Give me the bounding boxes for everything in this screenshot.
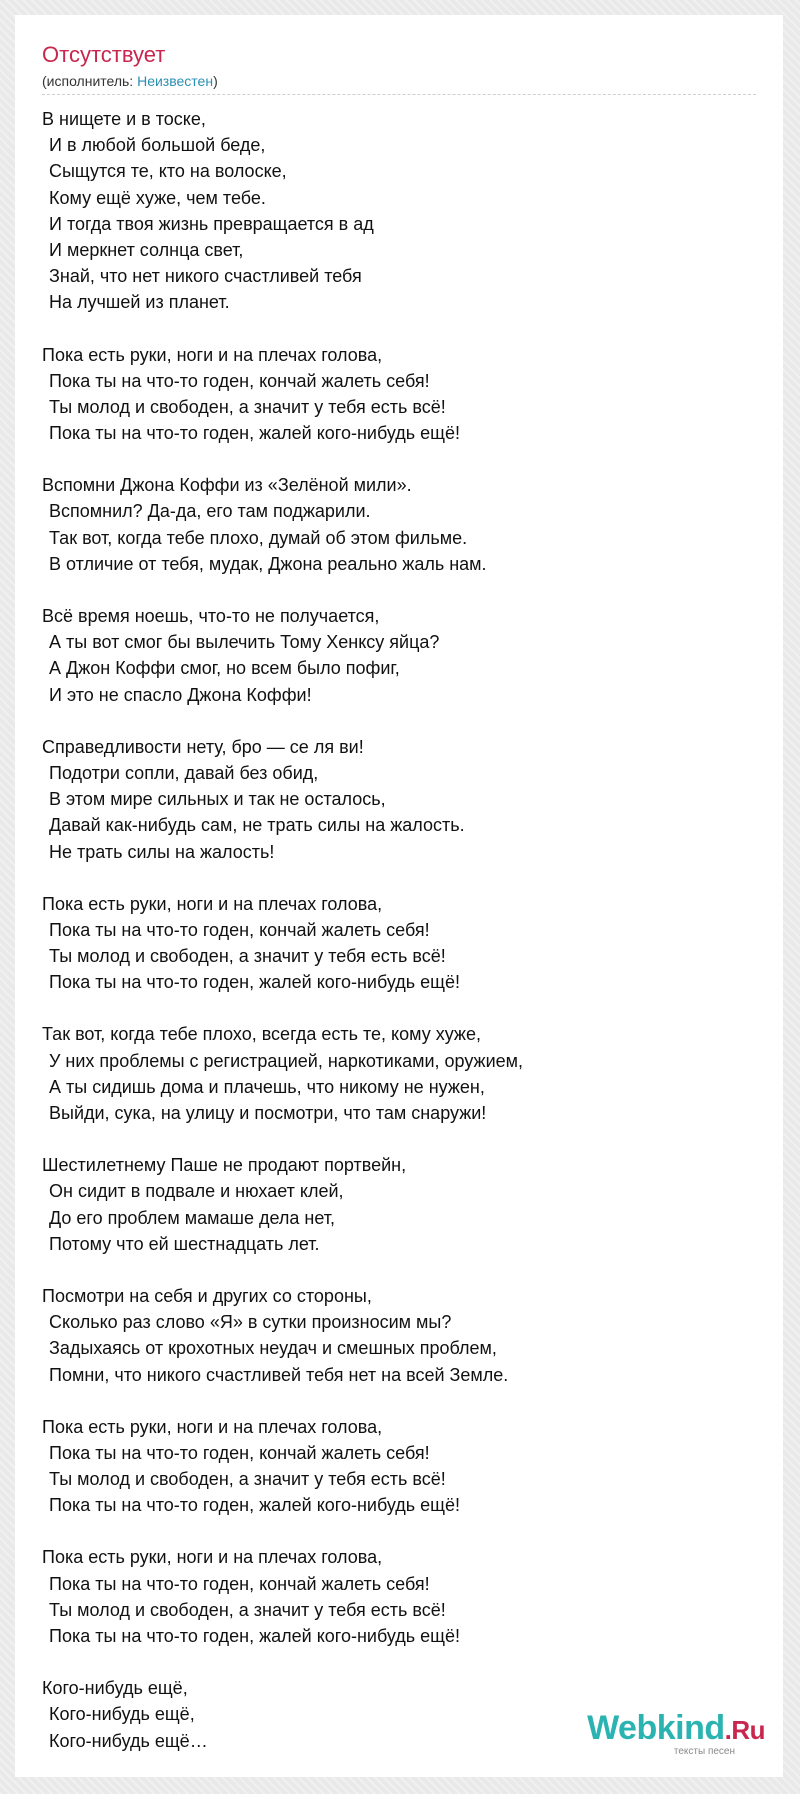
stanza <box>42 106 762 316</box>
lyric-line: А ты сидишь дома и плачешь, что никому не нужен, <box>49 1076 485 1097</box>
artist-link[interactable]: Неизвестен <box>137 73 214 89</box>
lyric-line: В нищете и в тоске, <box>42 109 206 129</box>
logo-tagline: тексты песен <box>673 1746 735 1757</box>
lyric-line: До его проблем мамаше дела нет, <box>49 1207 336 1228</box>
site-logo[interactable] <box>587 1711 765 1757</box>
lyric-line: Пока ты на что-то годен, жалей кого-нибудь ещё! <box>49 1626 460 1646</box>
lyric-line: Не трать силы на жалость! <box>49 841 275 862</box>
stanza <box>42 891 762 996</box>
lyric-line: Потому что ей шестнадцать лет. <box>49 1233 320 1254</box>
stanza <box>42 472 762 577</box>
lyric-line: Сыщутся те, кто на волоске, <box>49 161 287 182</box>
lyric-line: Справедливости нету, бро — се ля ви! <box>42 736 364 757</box>
lyric-line: Так вот, когда тебе плохо, думай об этом фильме. <box>49 527 468 548</box>
lyric-line: Ты молод и свободен, а значит у тебя есть всё! <box>49 1599 446 1620</box>
lyric-line: В отличие от тебя, мудак, Джона реально жаль нам. <box>49 553 487 574</box>
lyric-line: И тогда твоя жизнь превращается в ад <box>49 213 374 234</box>
header-divider <box>42 94 756 95</box>
lyric-line: Пока ты на что-то годен, кончай жалеть себя! <box>49 370 430 391</box>
lyric-line: Вспомни Джона Коффи из «Зелёной мили». <box>42 475 412 496</box>
lyric-line: Всё время ноешь, что-то не получается, <box>42 606 380 626</box>
lyric-line: Ты молод и свободен, а значит у тебя есть всё! <box>49 946 446 967</box>
lyric-line: Вспомнил? Да-да, его там поджарили. <box>49 501 371 522</box>
song-title: Отсутствует <box>42 42 166 67</box>
lyric-line: Кого-нибудь ещё… <box>49 1730 208 1751</box>
lyric-line: И в любой большой беде, <box>49 135 266 156</box>
lyric-line: В этом мире сильных и так не осталось, <box>49 789 386 810</box>
lyric-line: Кого-нибудь ещё, <box>49 1704 195 1725</box>
lyric-line: Посмотри на себя и других со стороны, <box>42 1285 372 1306</box>
lyric-line: Пока ты на что-то годен, жалей кого-нибудь ещё! <box>49 972 460 993</box>
lyric-line: Выйди, сука, на улицу и посмотри, что там снаружи! <box>49 1103 487 1123</box>
lyric-line: Помни, что никого счастливей тебя нет на всей Земле. <box>49 1364 509 1385</box>
stanza <box>42 1414 762 1519</box>
lyric-line: Подотри сопли, давай без обид, <box>49 762 319 783</box>
lyric-line: Пока ты на что-то годен, жалей кого-нибудь ещё! <box>49 423 460 444</box>
lyric-line: Он сидит в подвале и нюхает клей, <box>49 1181 344 1202</box>
song-byline <box>42 73 218 90</box>
lyric-line: Шестилетнему Паше не продают портвейн, <box>42 1155 407 1176</box>
stanza <box>42 603 762 708</box>
stanza <box>42 1544 762 1649</box>
lyric-line: Пока есть руки, ноги и на плечах голова, <box>42 1547 383 1568</box>
lyric-line: Знай, что нет никого счастливей тебя <box>49 266 362 287</box>
lyric-line: И это не спасло Джона Коффи! <box>49 684 312 705</box>
lyric-line: Так вот, когда тебе плохо, всегда есть те, кому хуже, <box>42 1024 481 1045</box>
lyric-line: У них проблемы с регистрацией, наркотиками, оружием, <box>49 1050 524 1071</box>
stanza <box>42 1021 762 1126</box>
lyric-line: Ты молод и свободен, а значит у тебя есть всё! <box>49 396 446 417</box>
lyric-line: Пока ты на что-то годен, кончай жалеть себя! <box>49 919 430 940</box>
lyric-line: Задыхаясь от крохотных неудач и смешных проблем, <box>49 1338 497 1359</box>
lyric-line: Пока ты на что-то годен, кончай жалеть себя! <box>49 1442 430 1463</box>
lyric-line: Пока ты на что-то годен, кончай жалеть себя! <box>49 1573 430 1594</box>
lyric-line: Сколько раз слово «Я» в сутки произносим мы? <box>49 1312 452 1333</box>
lyric-line: И меркнет солнца свет, <box>49 239 244 260</box>
lyrics-text <box>42 106 762 1780</box>
lyric-line: Пока есть руки, ноги и на плечах голова, <box>42 1416 383 1437</box>
stanza <box>42 1283 762 1388</box>
lyrics-card <box>15 15 783 1777</box>
logo-tld: .Ru <box>724 1715 765 1745</box>
lyric-line: Ты молод и свободен, а значит у тебя есть всё! <box>49 1469 446 1490</box>
stanza <box>42 734 762 865</box>
lyric-line: А Джон Коффи смог, но всем было пофиг, <box>49 658 400 679</box>
lyric-line: Кого-нибудь ещё, <box>42 1678 188 1699</box>
lyric-line: А ты вот смог бы вылечить Тому Хенксу яйца? <box>49 632 440 653</box>
lyric-line: Давай как-нибудь сам, не трать силы на жалость. <box>49 815 465 836</box>
lyric-line: На лучшей из планет. <box>49 292 230 313</box>
lyric-line: Пока есть руки, ноги и на плечах голова, <box>42 344 383 365</box>
stanza <box>42 1152 762 1257</box>
stanza <box>42 342 762 447</box>
byline-prefix: (исполнитель: <box>42 73 138 89</box>
lyric-line: Кому ещё хуже, чем тебе. <box>49 187 266 208</box>
logo-name: Webkind <box>587 1709 725 1747</box>
lyric-line: Пока ты на что-то годен, жалей кого-нибудь ещё! <box>49 1495 460 1516</box>
lyric-line: Пока есть руки, ноги и на плечах голова, <box>42 893 383 914</box>
byline-suffix: ) <box>213 73 218 89</box>
